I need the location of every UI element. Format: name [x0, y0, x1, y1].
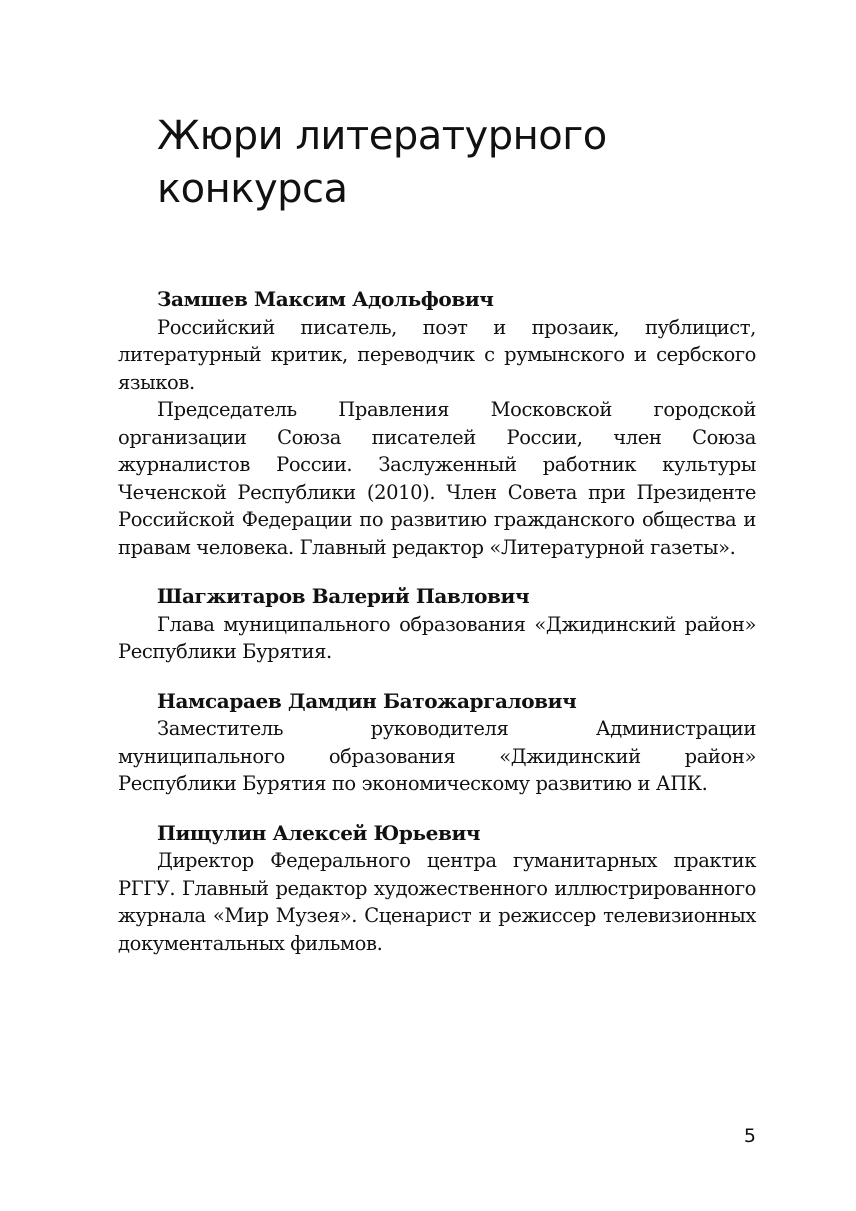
page-title-line-2: конкурса [157, 166, 348, 212]
jury-member-name: Намсараев Дамдин Батожаргалович [157, 688, 577, 713]
jury-member-bio: Российский писатель, поэт и прозаик, публицист, литературный критик, переводчик с румынского и сербского языков. [118, 315, 756, 394]
jury-entry-pishchulin [118, 820, 756, 958]
jury-entry-shagzhitarov [118, 583, 756, 666]
jury-entry-zamshev [118, 286, 756, 561]
jury-member-name: Шагжитаров Валерий Павлович [157, 584, 530, 608]
jury-entry-namsaraev [118, 688, 756, 798]
page-content [118, 110, 756, 979]
jury-member-name: Замшев Максим Адольфович [157, 287, 494, 311]
jury-member-bio: Председатель Правления Московской городской организации Союза писателей России, член Союза журналистов России. Заслуженный работник культуры Чеченской Республики (2010). Член Совета при Президенте Российской Федерации по развитию гражданского общества и правам человека. Главный редактор «Литературной газеты». [118, 398, 756, 559]
jury-member-bio: Глава муниципального образования «Джидинский район» Республики Бурятия. [118, 612, 756, 663]
jury-member-bio: Заместитель руководителя Администрации муниципального образования «Джидинский район» Республики Бурятия по экономическому развитию и АПК. [118, 717, 756, 795]
jury-member-bio: Директор Федерального центра гуманитарных практик РГГУ. Главный редактор художественного иллюстрированного журнала «Мир Музея». Сценарист и режиссер телевизионных документальных фильмов. [118, 849, 756, 955]
jury-list [118, 286, 756, 957]
jury-member-name: Пищулин Алексей Юрьевич [157, 820, 481, 845]
page-number: 5 [743, 1125, 756, 1147]
page-title-line-1: Жюри литературного [157, 113, 607, 159]
page-title [157, 110, 756, 216]
